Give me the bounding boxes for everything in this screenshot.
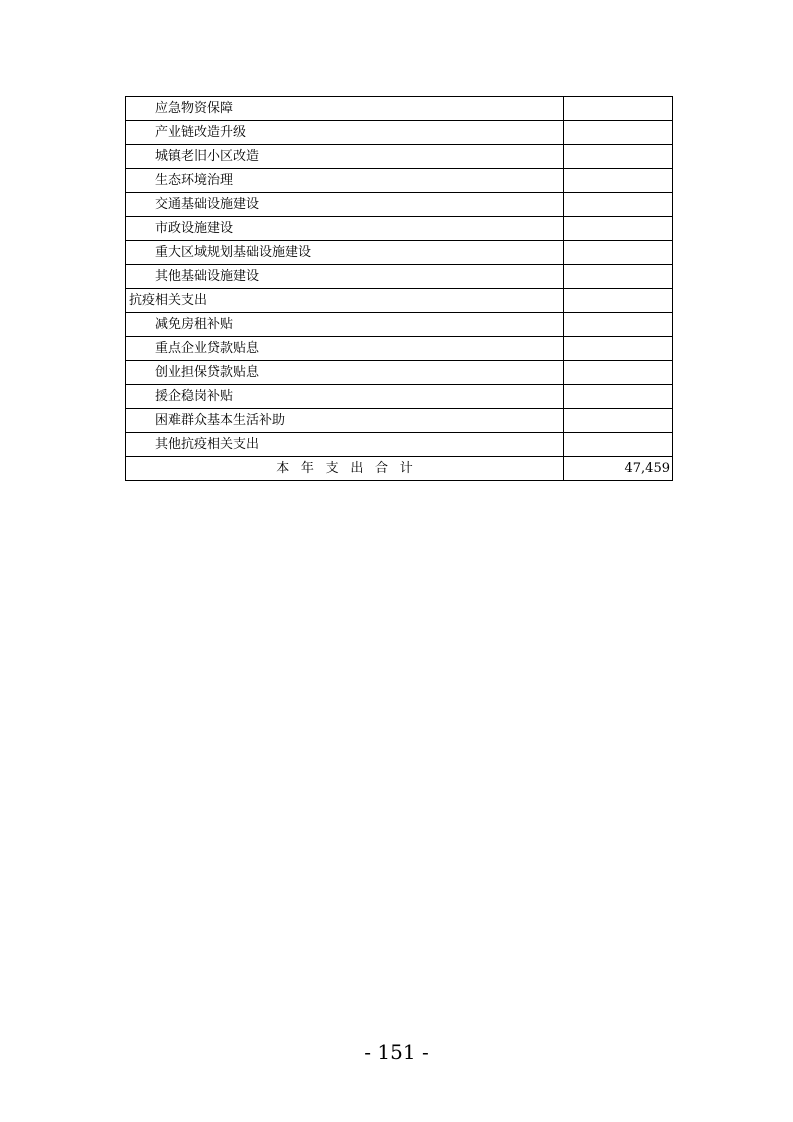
- total-row: [126, 457, 673, 481]
- row-value: [564, 97, 673, 121]
- table-row: [126, 409, 673, 433]
- table-row: [126, 97, 673, 121]
- row-label: 援企稳岗补贴: [126, 385, 564, 409]
- table-row: [126, 433, 673, 457]
- row-label: 重点企业贷款贴息: [126, 337, 564, 361]
- total-value: 47,459: [564, 457, 673, 481]
- row-label: 市政设施建设: [126, 217, 564, 241]
- table-body: [126, 97, 673, 481]
- table-row: [126, 337, 673, 361]
- row-label: 减免房租补贴: [126, 313, 564, 337]
- row-label: 创业担保贷款贴息: [126, 361, 564, 385]
- row-label: 产业链改造升级: [126, 121, 564, 145]
- row-value: [564, 121, 673, 145]
- row-value: [564, 145, 673, 169]
- row-label: 城镇老旧小区改造: [126, 145, 564, 169]
- row-label: 其他基础设施建设: [126, 265, 564, 289]
- row-label: 生态环境治理: [126, 169, 564, 193]
- table-row: [126, 145, 673, 169]
- table-row: [126, 361, 673, 385]
- row-value: [564, 337, 673, 361]
- row-value: [564, 289, 673, 313]
- row-value: [564, 265, 673, 289]
- row-label: 其他抗疫相关支出: [126, 433, 564, 457]
- row-value: [564, 433, 673, 457]
- row-value: [564, 217, 673, 241]
- row-value: [564, 193, 673, 217]
- row-label: 抗疫相关支出: [126, 289, 564, 313]
- row-value: [564, 313, 673, 337]
- row-value: [564, 241, 673, 265]
- table-row: [126, 241, 673, 265]
- row-value: [564, 385, 673, 409]
- table-row: [126, 217, 673, 241]
- total-label: 本年支出合计: [126, 457, 564, 481]
- table-row: [126, 193, 673, 217]
- row-label: 困难群众基本生活补助: [126, 409, 564, 433]
- row-value: [564, 169, 673, 193]
- row-value: [564, 409, 673, 433]
- page-number: - 151 -: [364, 1040, 429, 1064]
- table-row: [126, 313, 673, 337]
- table-row: [126, 169, 673, 193]
- row-value: [564, 361, 673, 385]
- table-row: [126, 289, 673, 313]
- expenditure-table: [125, 96, 673, 481]
- table-row: [126, 121, 673, 145]
- table-row: [126, 385, 673, 409]
- row-label: 重大区域规划基础设施建设: [126, 241, 564, 265]
- table-row: [126, 265, 673, 289]
- row-label: 应急物资保障: [126, 97, 564, 121]
- row-label: 交通基础设施建设: [126, 193, 564, 217]
